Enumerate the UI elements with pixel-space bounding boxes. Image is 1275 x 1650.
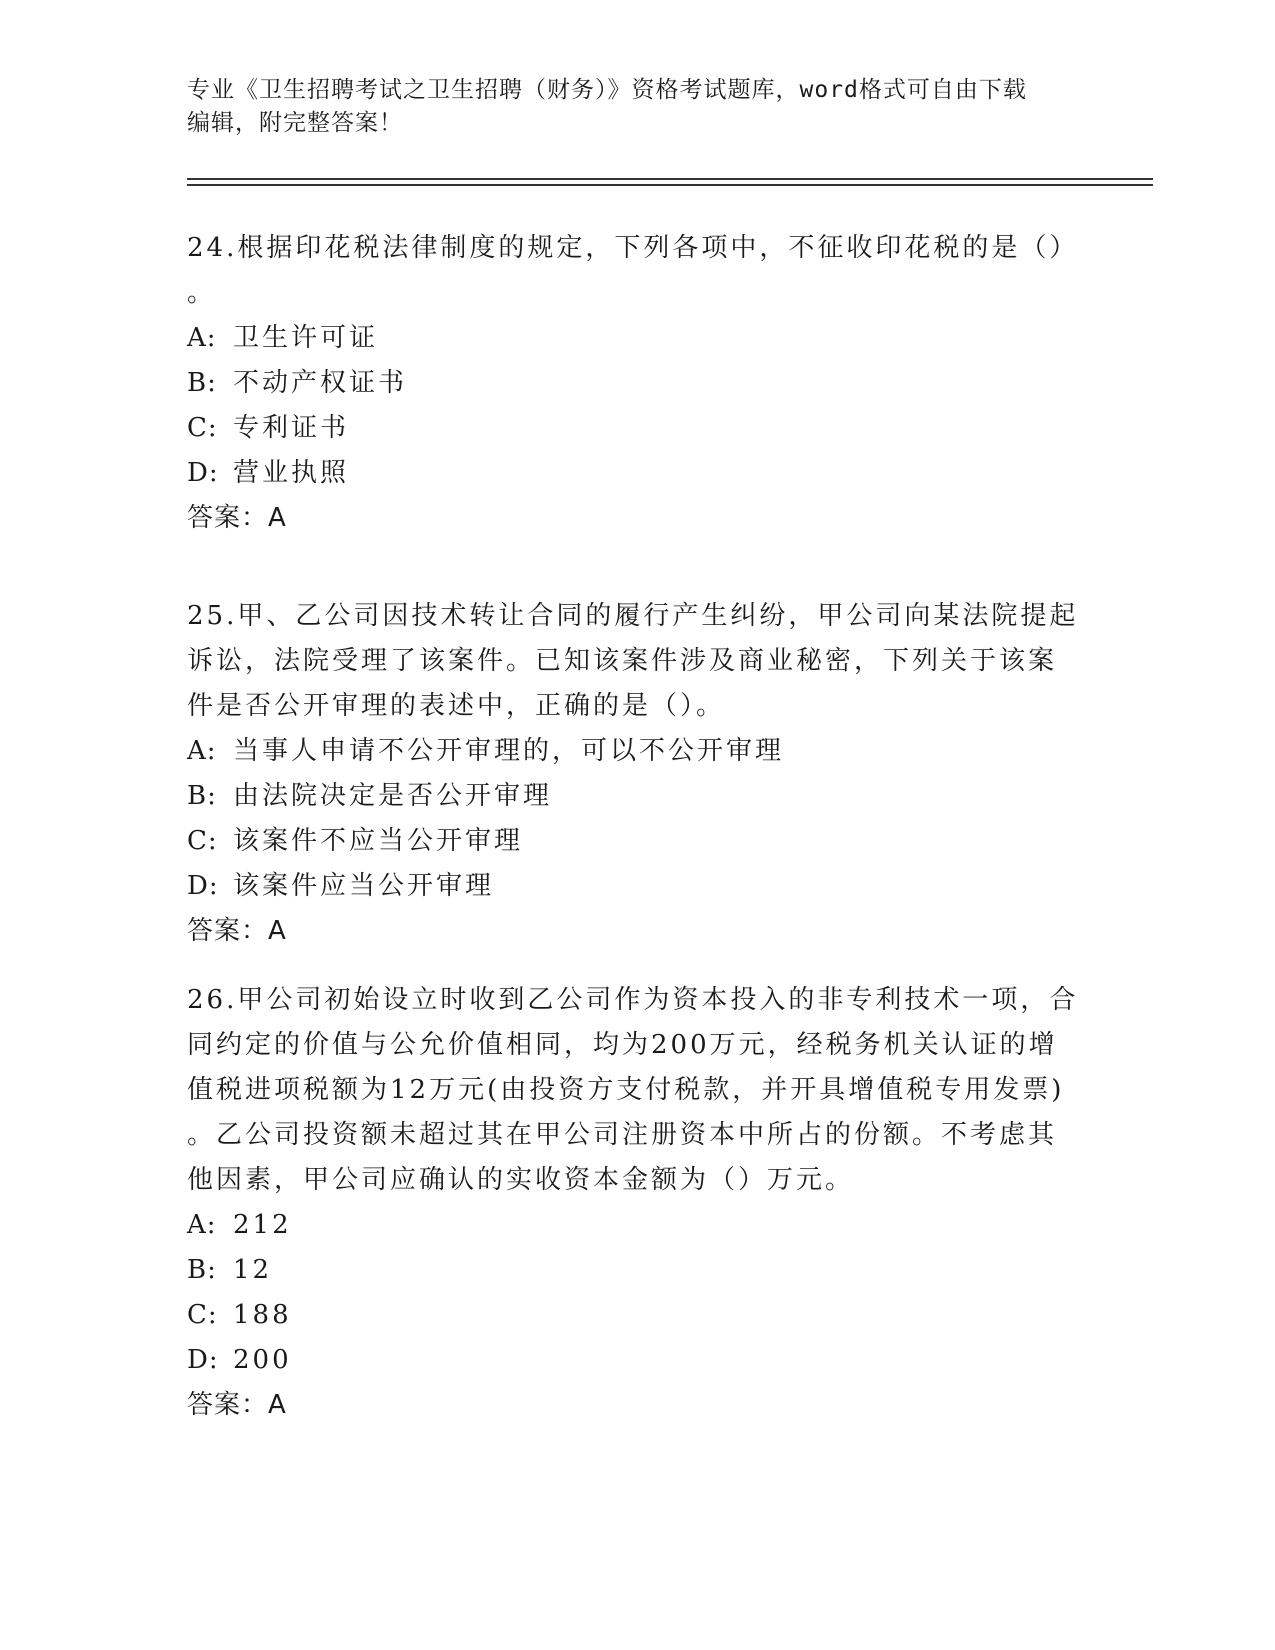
option-a (187, 729, 1087, 774)
option-label: D: (187, 1345, 219, 1375)
question-line: 件是否公开审理的表述中，正确的是（）。 (187, 691, 726, 721)
option-text: 专利证书 (233, 413, 350, 443)
option-label: B: (187, 368, 217, 398)
option-a (187, 1203, 1087, 1248)
option-text: 不动产权证书 (233, 368, 408, 398)
option-text: 由法院决定是否公开审理 (233, 781, 553, 811)
option-d (187, 864, 1087, 909)
option-label: A: (187, 736, 217, 766)
header-line-2: 编辑，附完整答案！ (187, 110, 403, 136)
option-c (187, 819, 1087, 864)
document-header (187, 74, 1077, 140)
option-text: 该案件不应当公开审理 (233, 826, 524, 856)
option-text: 该案件应当公开审理 (233, 871, 495, 901)
option-d (187, 1338, 1087, 1383)
answer-line: 答案：A (187, 503, 287, 533)
question-text (187, 978, 1087, 1203)
option-label: C: (187, 413, 218, 443)
option-label: A: (187, 1210, 217, 1240)
header-divider-bottom (187, 184, 1153, 186)
option-text: 188 (233, 1300, 292, 1330)
option-label: D: (187, 458, 219, 488)
header-divider-top (187, 178, 1153, 180)
question-line: 26.甲公司初始设立时收到乙公司作为资本投入的非专利技术一项，合 (187, 985, 1079, 1015)
question-line: 。 (187, 278, 217, 308)
header-line-1: 专业《卫生招聘考试之卫生招聘（财务）》资格考试题库，word格式可自由下载 (187, 77, 1027, 103)
option-text: 12 (233, 1255, 273, 1285)
option-b (187, 1248, 1087, 1293)
question-25 (187, 594, 1087, 954)
option-text: 212 (233, 1210, 292, 1240)
question-line: 同约定的价值与公允价值相同，均为200万元，经税务机关认证的增 (187, 1030, 1058, 1060)
option-text: 卫生许可证 (233, 323, 379, 353)
question-text (187, 226, 1087, 316)
option-label: C: (187, 1300, 218, 1330)
question-line: 诉讼，法院受理了该案件。已知该案件涉及商业秘密，下列关于该案 (187, 646, 1058, 676)
question-line: 25.甲、乙公司因技术转让合同的履行产生纠纷，甲公司向某法院提起 (187, 601, 1079, 631)
question-line: 值税进项税额为12万元(由投资方支付税款，并开具增值税专用发票) (187, 1075, 1065, 1105)
option-b (187, 361, 1087, 406)
option-d (187, 451, 1087, 496)
question-line: 他因素，甲公司应确认的实收资本金额为（）万元。 (187, 1165, 855, 1195)
option-label: C: (187, 826, 218, 856)
option-label: B: (187, 1255, 217, 1285)
option-text: 200 (233, 1345, 292, 1375)
option-label: D: (187, 871, 219, 901)
option-b (187, 774, 1087, 819)
option-label: B: (187, 781, 217, 811)
question-line: 24.根据印花税法律制度的规定，下列各项中，不征收印花税的是（） (187, 233, 1079, 263)
question-line: 。乙公司投资额未超过其在甲公司注册资本中所占的份额。不考虑其 (187, 1120, 1058, 1150)
option-c (187, 1293, 1087, 1338)
answer-line: 答案：A (187, 916, 287, 946)
option-a (187, 316, 1087, 361)
question-text (187, 594, 1087, 729)
answer-line: 答案：A (187, 1390, 287, 1420)
option-label: A: (187, 323, 217, 353)
option-text: 营业执照 (233, 458, 350, 488)
question-24 (187, 226, 1087, 541)
question-26 (187, 978, 1087, 1428)
option-text: 当事人申请不公开审理的，可以不公开审理 (233, 736, 785, 766)
option-c (187, 406, 1087, 451)
